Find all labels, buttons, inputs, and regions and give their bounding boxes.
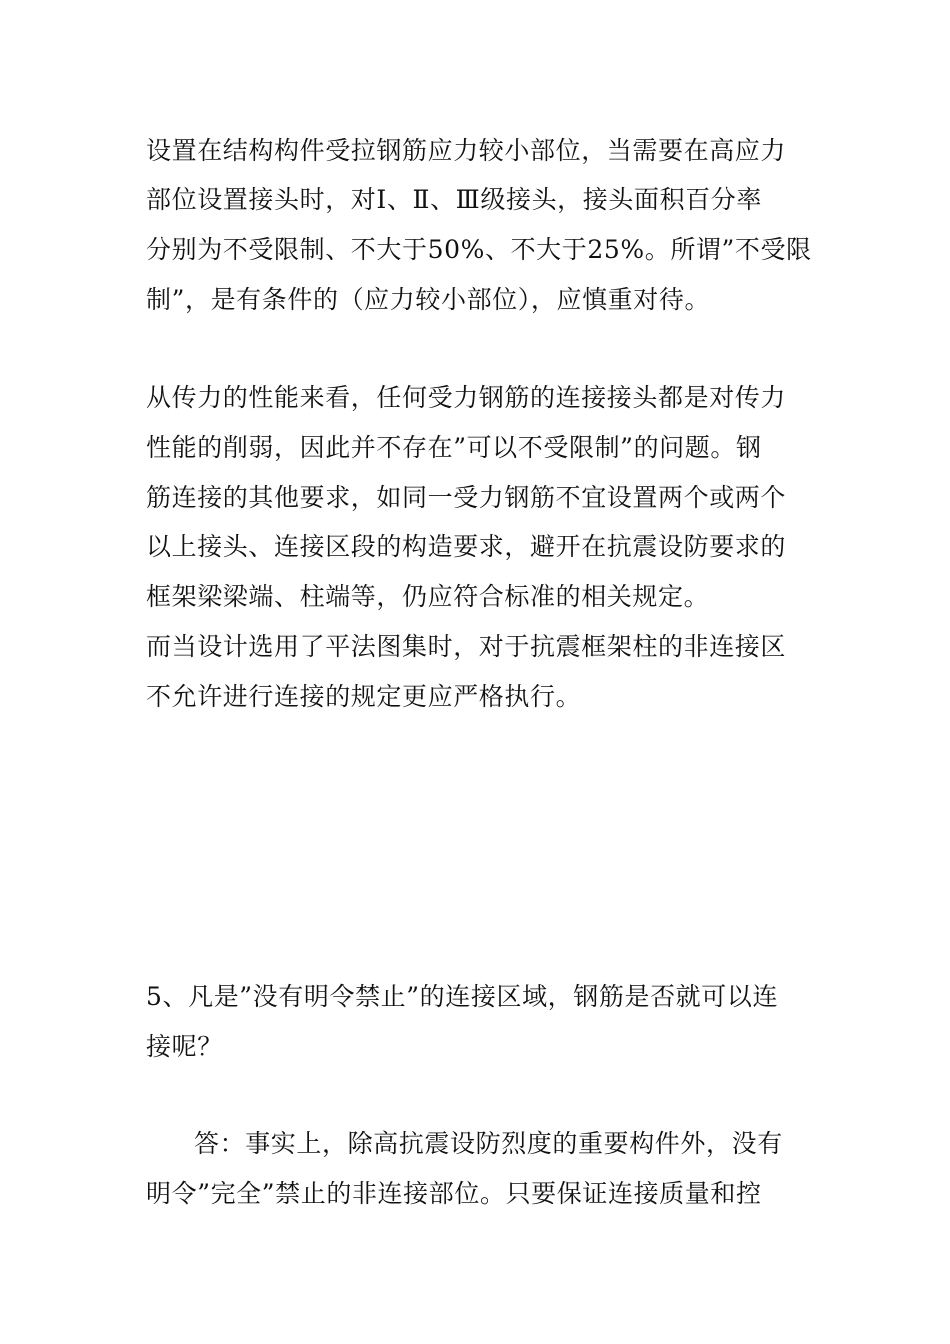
text-line: 分别为不受限制、不大于50%、不大于25%。所谓”不受限 — [146, 235, 812, 264]
question-line: 接呢？ — [146, 1032, 223, 1061]
text-line: 以上接头、连接区段的构造要求，避开在抗震设防要求的 — [146, 532, 787, 561]
text-line: 不允许进行连接的规定更应严格执行。 — [146, 682, 582, 711]
text-line: 框架梁梁端、柱端等，仍应符合标准的相关规定。 — [146, 582, 710, 611]
answer-line: 明令”完全”禁止的非连接部位。只要保证连接质量和控 — [146, 1179, 762, 1208]
text-line: 部位设置接头时，对Ⅰ、Ⅱ、Ⅲ级接头，接头面积百分率 — [146, 185, 762, 214]
text-line: 从传力的性能来看，任何受力钢筋的连接接头都是对传力 — [146, 383, 787, 412]
text-line: 筋连接的其他要求，如同一受力钢筋不宜设置两个或两个 — [146, 483, 787, 512]
text-line: 制”，是有条件的（应力较小部位），应慎重对待。 — [146, 285, 711, 314]
answer-line: 答：事实上，除高抗震设防烈度的重要构件外，没有 — [194, 1129, 783, 1158]
text-line: 设置在结构构件受拉钢筋应力较小部位，当需要在高应力 — [146, 136, 787, 165]
question-line: 5、凡是”没有明令禁止”的连接区域，钢筋是否就可以连 — [146, 982, 779, 1011]
text-line: 性能的削弱，因此并不存在”可以不受限制”的问题。钢 — [146, 433, 762, 462]
text-line: 而当设计选用了平法图集时，对于抗震框架柱的非连接区 — [146, 632, 787, 661]
